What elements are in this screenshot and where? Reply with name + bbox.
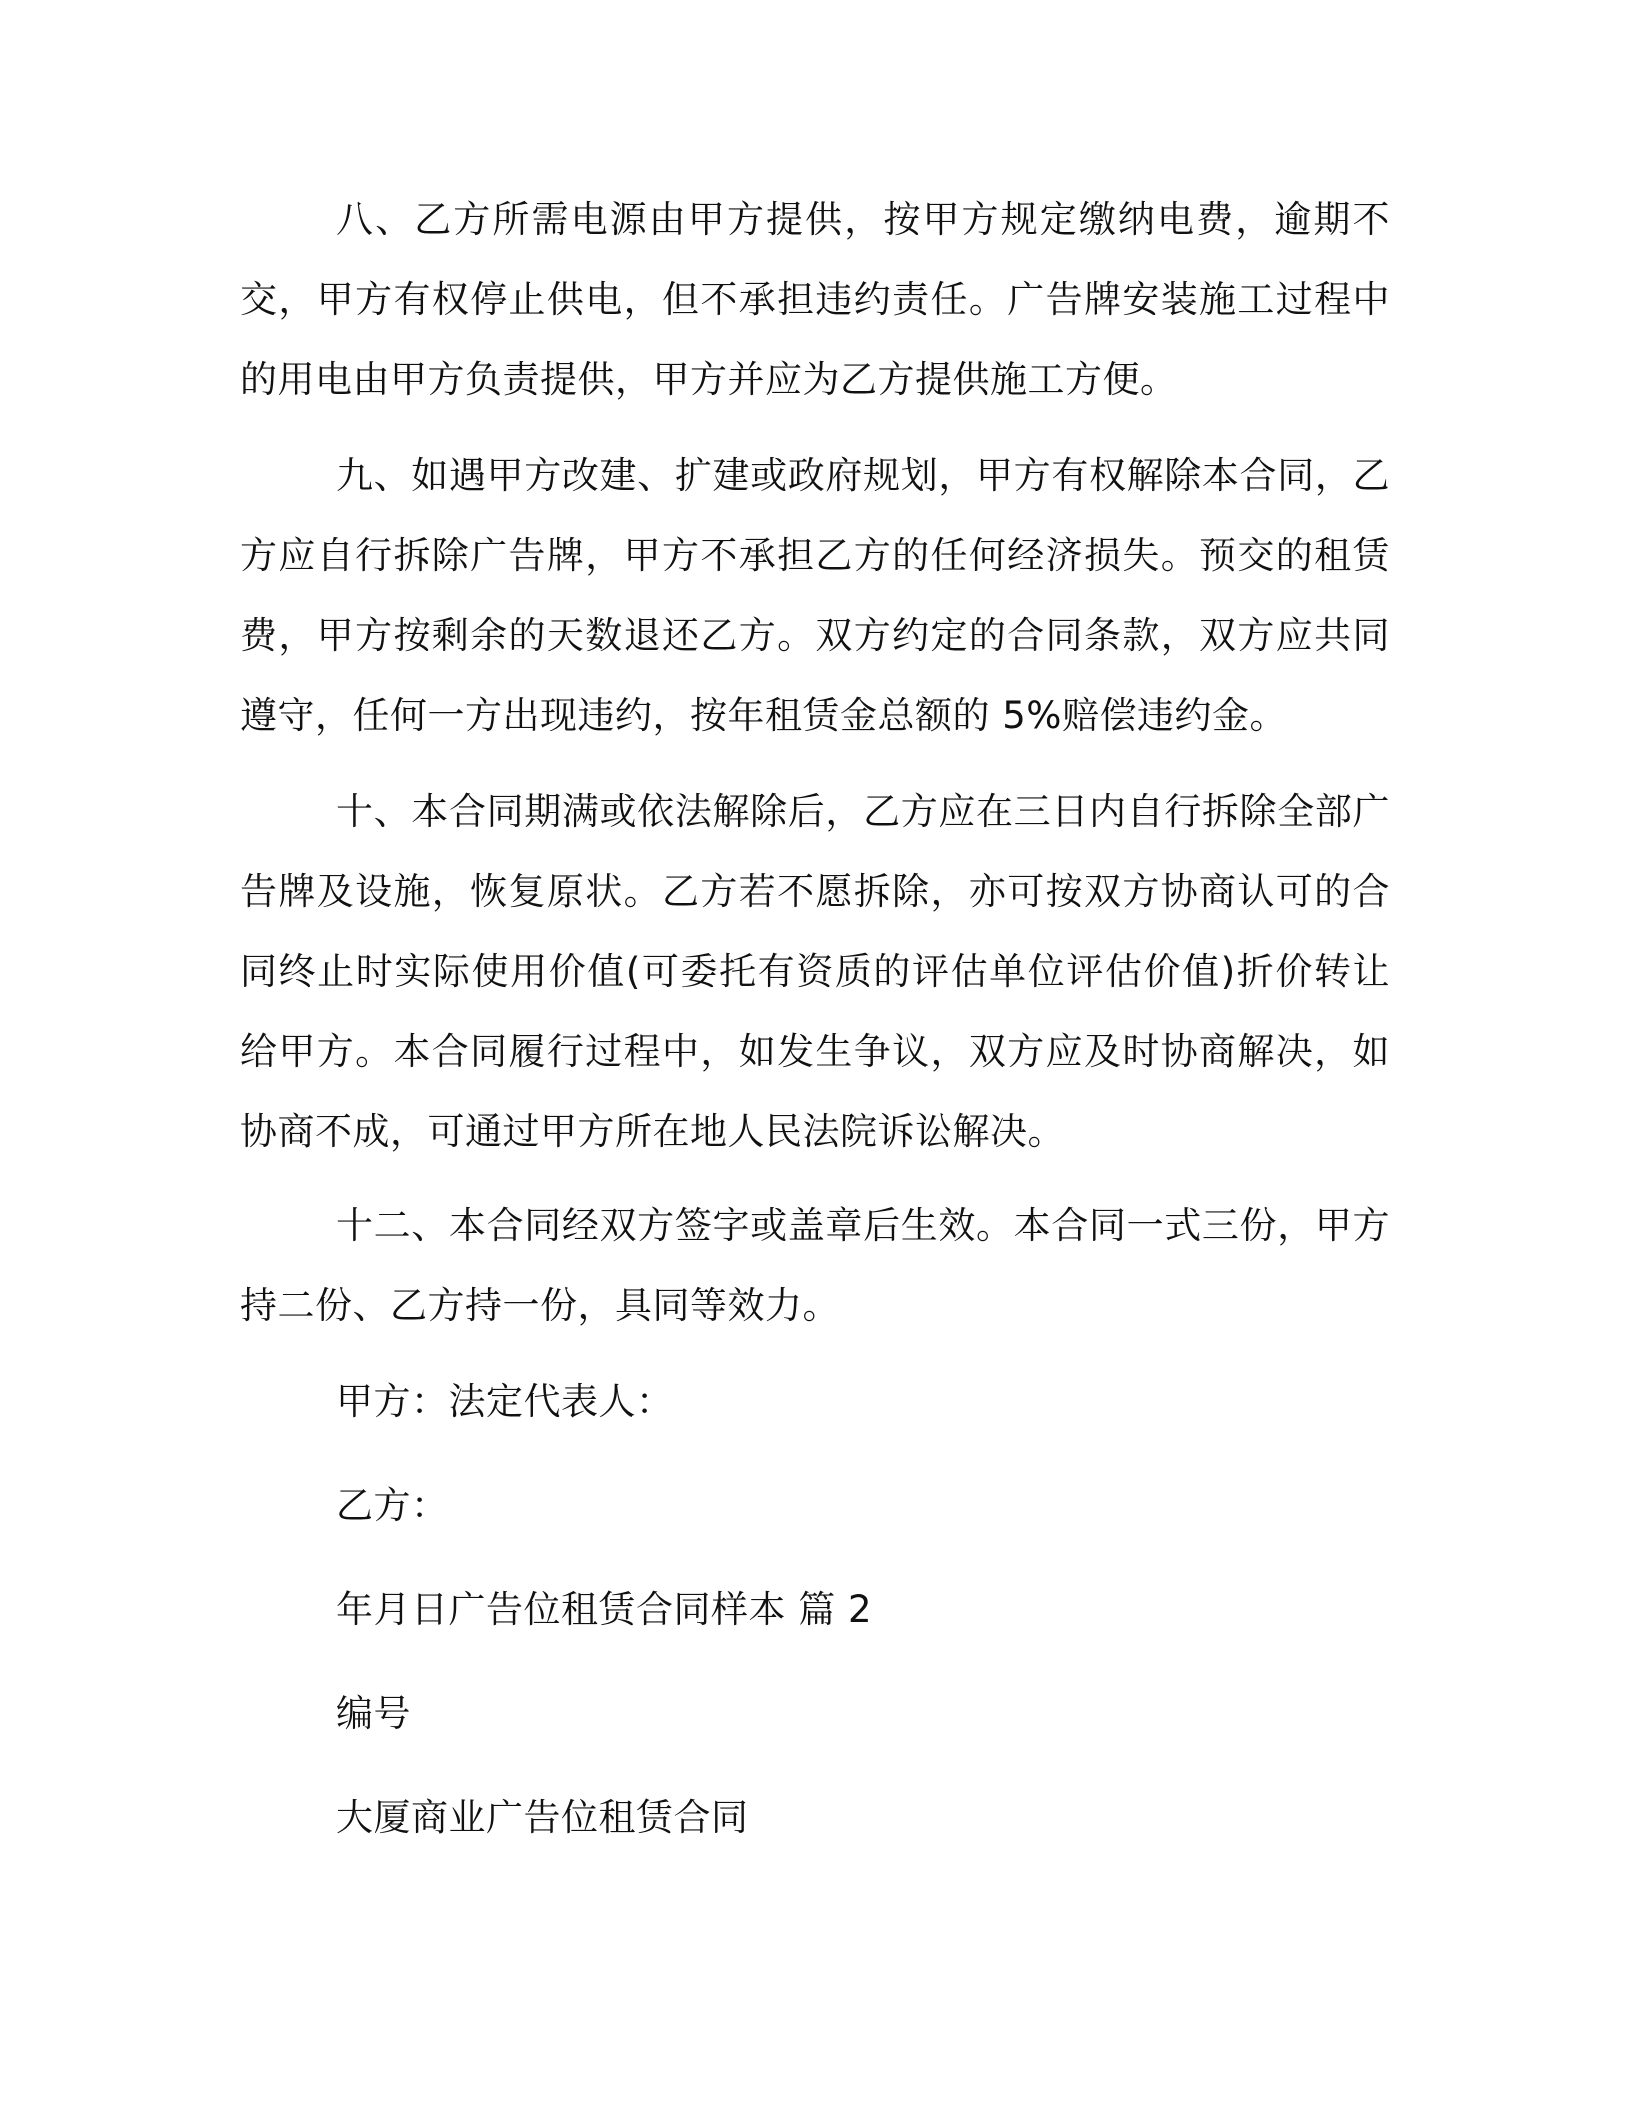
party-b-signature-line: 乙方： — [336, 1484, 449, 1527]
contract-title: 大厦商业广告位租赁合同 — [336, 1796, 749, 1839]
clause-9-paragraph: 九、如遇甲方改建、扩建或政府规划，甲方有权解除本合同，乙方应自行拆除广告牌，甲方不承担乙方的任何经济损失。预交的租赁费，甲方按剩余的天数退还乙方。双方约定的合同条款，双方应共同遵守，任何一方出现违约，按年租赁金总额的 5%赔偿违约金。 — [240, 454, 1390, 737]
contract-number-label: 编号 — [336, 1692, 411, 1735]
party-a-signature-line: 甲方：法定代表人： — [336, 1380, 674, 1423]
clause-8-paragraph: 八、乙方所需电源由甲方提供，按甲方规定缴纳电费，逾期不交，甲方有权停止供电，但不承担违约责任。广告牌安装施工过程中的用电由甲方负责提供，甲方并应为乙方提供施工方便。 — [240, 198, 1390, 401]
section-2-title: 年月日广告位租赁合同样本 篇 2 — [336, 1588, 873, 1631]
clause-10-paragraph: 十、本合同期满或依法解除后，乙方应在三日内自行拆除全部广告牌及设施，恢复原状。乙方若不愿拆除，亦可按双方协商认可的合同终止时实际使用价值(可委托有资质的评估单位评估价值)折价转让给甲方。本合同履行过程中，如发生争议，双方应及时协商解决，如协商不成，可通过甲方所在地人民法院诉讼解决。 — [240, 790, 1390, 1153]
clause-12-paragraph: 十二、本合同经双方签字或盖章后生效。本合同一式三份，甲方持二份、乙方持一份，具同等效力。 — [240, 1204, 1390, 1327]
